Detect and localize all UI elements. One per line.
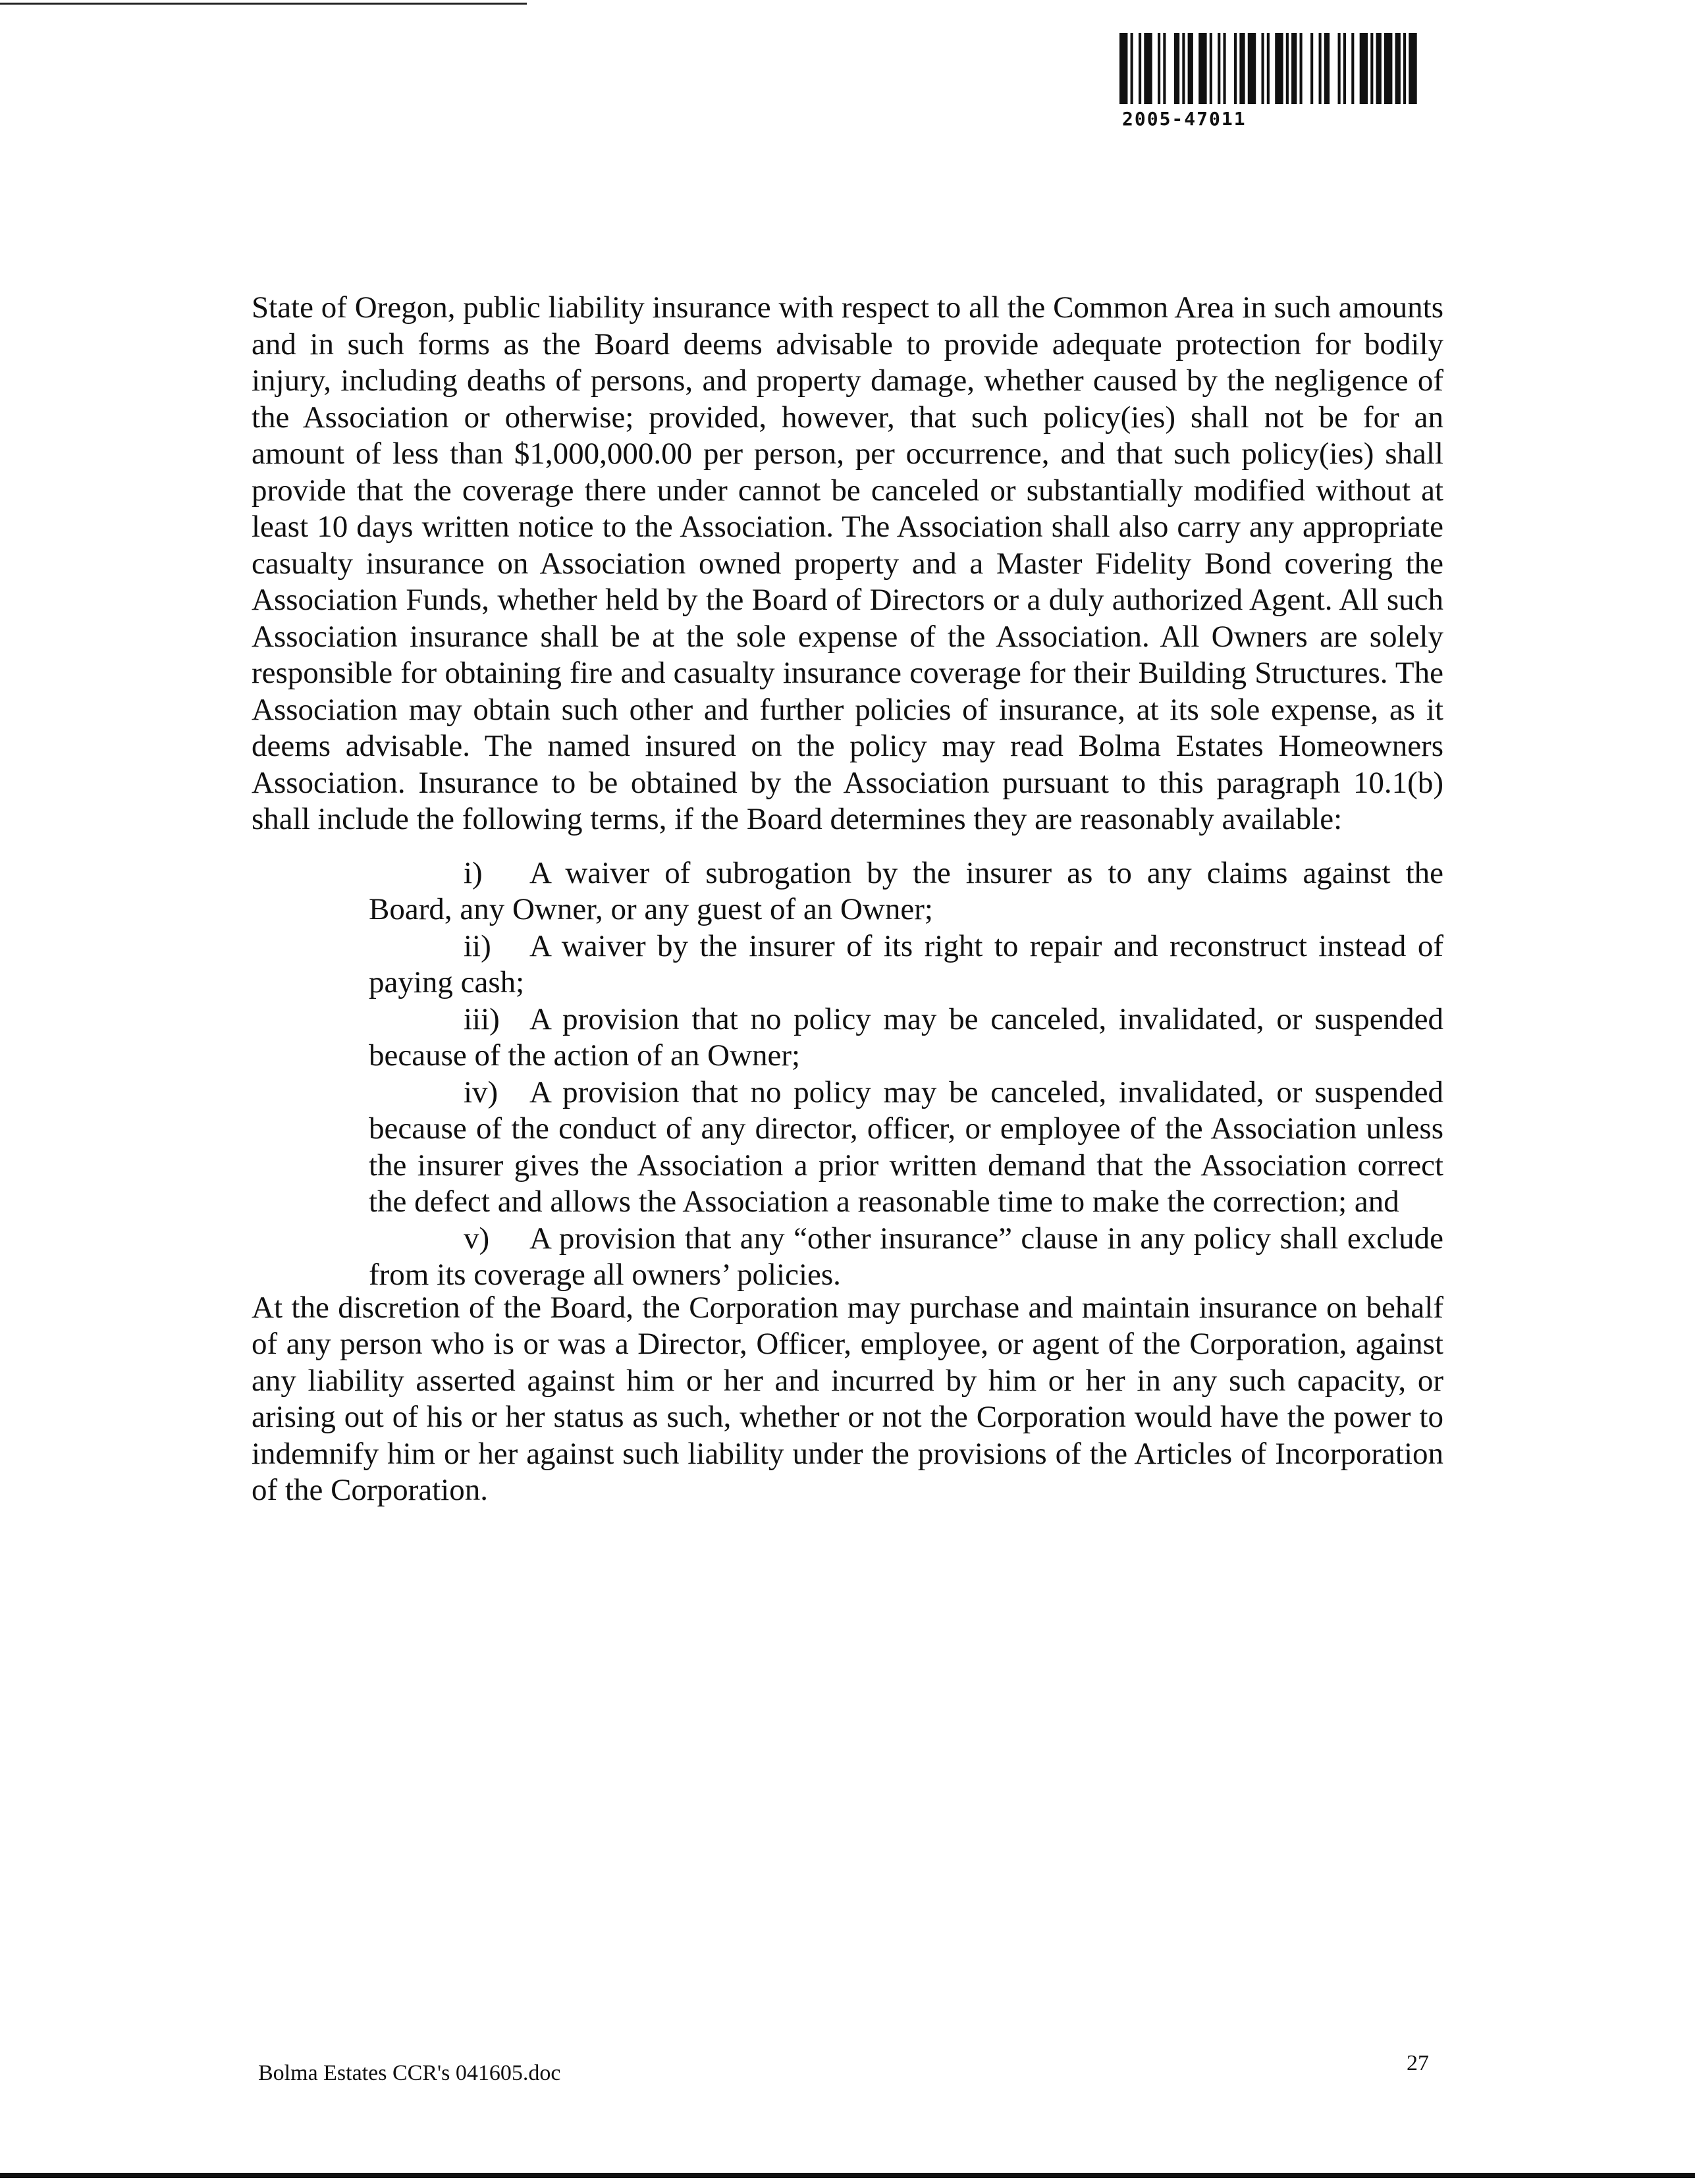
- list-item-text: A waiver of subrogation by the insurer as to any claims against the Board, any Owner, or any guest of an Owner;: [369, 855, 1443, 926]
- list-item-text: A provision that any “other insurance” clause in any policy shall exclude from its coverage all owners’ policies.: [369, 1221, 1443, 1292]
- barcode-number: 2005-47011: [1122, 108, 1247, 130]
- barcode-icon: [1119, 33, 1422, 104]
- list-item-text: A provision that no policy may be canceled, invalidated, or suspended because of the action of an Owner;: [369, 1001, 1443, 1073]
- scan-edge-line-bottom: [0, 2173, 1695, 2178]
- recording-barcode-block: [1119, 33, 1422, 130]
- list-item: [369, 928, 1443, 1001]
- list-item: [369, 855, 1443, 928]
- list-item: [369, 1001, 1443, 1075]
- list-item-text: A provision that no policy may be canceled, invalidated, or suspended because of the conduct of any director, officer, or employee of the Association unless the insurer gives the Association a prior written demand that the Association correct the defect and allows the Association a reasonable time to make the correction; and: [369, 1075, 1443, 1219]
- insurance-terms-list: [252, 855, 1443, 1294]
- footer-filename: Bolma Estates CCR's 041605.doc: [258, 2061, 561, 2085]
- document-body: [252, 290, 1443, 1509]
- list-item-number: iii): [464, 1001, 500, 1036]
- list-item: [369, 1221, 1443, 1294]
- closing-paragraph: At the discretion of the Board, the Corporation may purchase and maintain insurance on behalf of any person who is or was a Director, Officer, employee, or agent of the Corporation, against any liability asserted against him or her and incurred by him or her in any such capacity, or arising out of his or her status as such, whether or not the Corporation would have the power to indemnify him or her against such liability under the provisions of the Articles of Incorporation of the Corporation.: [252, 1290, 1443, 1507]
- intro-paragraph: State of Oregon, public liability insurance with respect to all the Common Area in such amounts and in such forms as the Board deems advisable to provide adequate protection for bodily injury, including deaths of persons, and property damage, whether caused by the negligence of the Association or otherwise; provided, however, that such policy(ies) shall not be for an amount of less than $1,000,000.00 per person, per occurrence, and that such policy(ies) shall provide that the coverage there under cannot be canceled or substantially modified without at least 10 days written notice to the Association. The Association shall also carry any appropriate casualty insurance on Association owned property and a Master Fidelity Bond covering the Association Funds, whether held by the Board of Directors or a duly authorized Agent. All such Association insurance shall be at the sole expense of the Association. All Owners are solely responsible for obtaining fire and casualty insurance coverage for their Building Structures. The Association may obtain such other and further policies of insurance, at its sole expense, as it deems advisable. The named insured on the policy may read Bolma Estates Homeowners Association. Insurance to be obtained by the Association pursuant to this paragraph 10.1(b) shall include the following terms, if the Board determines they are reasonably available:: [252, 290, 1443, 836]
- list-item-number: v): [464, 1221, 490, 1256]
- scan-edge-line-top: [0, 3, 527, 5]
- list-item: [369, 1075, 1443, 1221]
- footer-page-number: 27: [1407, 2051, 1429, 2075]
- list-item-number: iv): [464, 1075, 498, 1109]
- list-item-number: i): [464, 855, 483, 890]
- list-item-number: ii): [464, 928, 491, 963]
- list-item-text: A waiver by the insurer of its right to repair and reconstruct instead of paying cash;: [369, 928, 1443, 999]
